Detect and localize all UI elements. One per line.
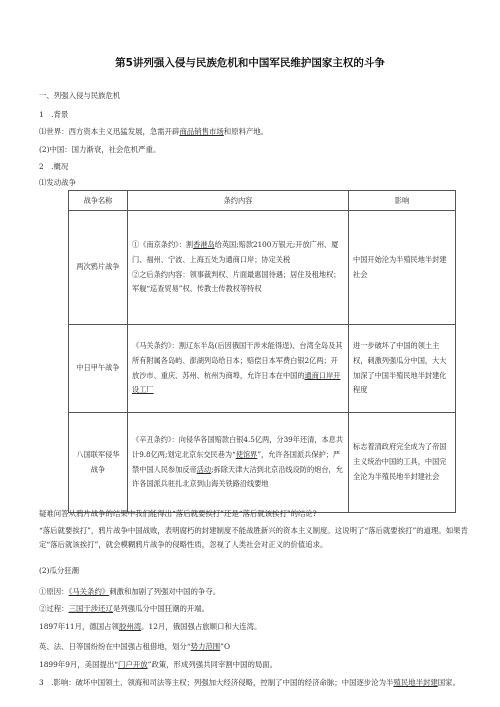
treaty-text: ②之后条约内容：领事裁判权、片面最惠国待遇；居住及租地权；军舰“巡查贸易”权、传教士传教权等特权	[132, 269, 341, 294]
background-heading: 1 .背景	[39, 110, 69, 119]
war-name-cell: 八国联军侵华战争	[69, 413, 128, 513]
treaty-text: 《辛丑条约》：向侵华各国赔款白银4.5亿两，分39年还清，本息共计9.8亿两;划定北京东交民巷为“	[132, 434, 344, 459]
treaty-text: ①《南京条约》：割	[132, 239, 194, 249]
cause-underlined: 《马关条约》	[68, 587, 110, 596]
wars-table	[68, 190, 456, 513]
others-pre: 英、法、日等国纷纷在中国强占租借地，划分“	[39, 642, 191, 651]
partition-heading: (2)瓜分狂潮	[39, 566, 80, 575]
treaty-text: ”，允许各国派兵保护；严禁中国人民参加反帝	[132, 449, 341, 474]
others-post: ”O	[220, 642, 231, 651]
world-text-pre: ⑴世界：西方资本主义迅猛发展，急需开辟	[39, 127, 180, 136]
treaty-content-cell	[128, 413, 349, 513]
table-header-row	[69, 191, 456, 211]
treaty-underlined: 香港岛	[193, 239, 215, 249]
y1899-pre: 1899年9月，美国提出“	[39, 660, 119, 669]
background-world	[39, 127, 268, 137]
table-row	[69, 211, 456, 325]
y1897-pre: 1897年11月，德国占领	[39, 622, 119, 631]
partition-others	[39, 642, 230, 652]
impact-text: 3 .影响：破坏中国领土、领海和司法等主权；列强加大经济侵略，控制了中国的经济命脉；中国逐步沦为半	[39, 678, 394, 687]
impact-cell: 中国开始沦为半殖民地半封建社会	[349, 211, 456, 325]
others-underlined: 势力范围	[190, 642, 221, 651]
header-impact: 影响	[349, 191, 456, 211]
treaty-content-cell	[128, 325, 349, 413]
partition-cause	[39, 587, 220, 597]
question-paragraph: 疑难问答从鸦片战争的结果中我们能得出“落后就要挨打”还是“落后就该挨打”的结论?	[39, 509, 317, 518]
treaty-underlined: 使馆界	[235, 449, 258, 459]
y1897-post: 。12月，俄国强占旅顺口和大连湾。	[141, 622, 262, 631]
treaty-underlined: 活动	[196, 464, 212, 474]
header-treaty-content: 条约内容	[128, 191, 349, 211]
war-name-cell: 中日甲午战争	[69, 325, 128, 413]
process-post: 是列强瓜分中国狂潮的开端。	[112, 604, 210, 613]
treaty-content-cell	[128, 211, 349, 325]
overview-heading: 2 .概况	[39, 162, 69, 171]
treaty-underlined: 通商口岸开设工厂	[132, 370, 341, 395]
partition-1899	[39, 660, 277, 670]
background-china: (2)中国：国力渐衰，社会危机严重。	[39, 145, 161, 154]
table-row	[69, 413, 456, 513]
process-underlined: 三国干涉还辽	[68, 604, 113, 613]
partition-process	[39, 604, 209, 614]
treaty-text: 给英国;赔款2100万银元;开放广州、厦门、福州、宁波、上海五处为通商口岸；协定关税	[132, 239, 339, 264]
partition-1897	[39, 622, 261, 632]
y1899-underlined: 门户开放	[118, 660, 148, 669]
overview-subheading: ⑴发动战争	[39, 178, 76, 187]
cause-post: 刺激和加剧了列强对中国的争夺。	[109, 587, 221, 596]
treaty-text: ;拆除天津大沽到北京沿线设防的炮台，允许各国派兵驻扎北京到山海关铁路沿线要地	[132, 464, 343, 489]
impact-cell: 标志着清政府完全成为了帝国主义统治中国的工具，中国完全沦为半殖民地半封建社会	[349, 413, 456, 513]
process-pre: ②过程：	[39, 604, 69, 613]
impact-paragraph	[39, 677, 469, 689]
section-heading-1: 一、列强入侵与民族危机	[39, 91, 121, 100]
war-name-cell: 两次鸦片战争	[69, 211, 128, 325]
page-title: 第5讲列强入侵与民族危机和中国军民维护国家主权的斗争	[115, 57, 385, 69]
table-row	[69, 325, 456, 413]
impact-cell: 进一步破坏了中国的领土主权，刺激列强瓜分中国，大大加深了中国半殖民地半封建化程度	[349, 325, 456, 413]
cause-pre: ①原因：	[39, 587, 69, 596]
y1897-underlined: 胶州湾	[118, 622, 142, 631]
treaty-text: 《马关条约》：割辽东半岛(后因俄国干涉未能得逞)、台湾全岛及其所有附属各岛屿、澎湖列岛给日本；赔偿日本军费白银2亿两；开放沙市、重庆、苏州、杭州为商埠，允许日本在中国的	[132, 340, 343, 380]
answer-paragraph: “落后就要挨打”，鸦片战争中国战败，表明腐朽的封建制度不能战胜新兴的资本主义制度。这说明了“落后就要挨打”的道理。如果肯定“落后就该挨打”，就会模糊鸦片战争的侵略性质，忽视了人类社会对正义的价值追求。	[39, 526, 468, 549]
y1899-post: ”政策，形成列强共同宰割中国的局面。	[147, 660, 278, 669]
impact-post: 国家。	[437, 678, 460, 687]
header-war-name: 战争名称	[69, 191, 128, 211]
world-text-post: 和原料产地。	[223, 127, 269, 136]
world-underlined: 商品销售市场	[179, 127, 224, 136]
impact-underlined: 殖民地半封建	[393, 678, 438, 687]
